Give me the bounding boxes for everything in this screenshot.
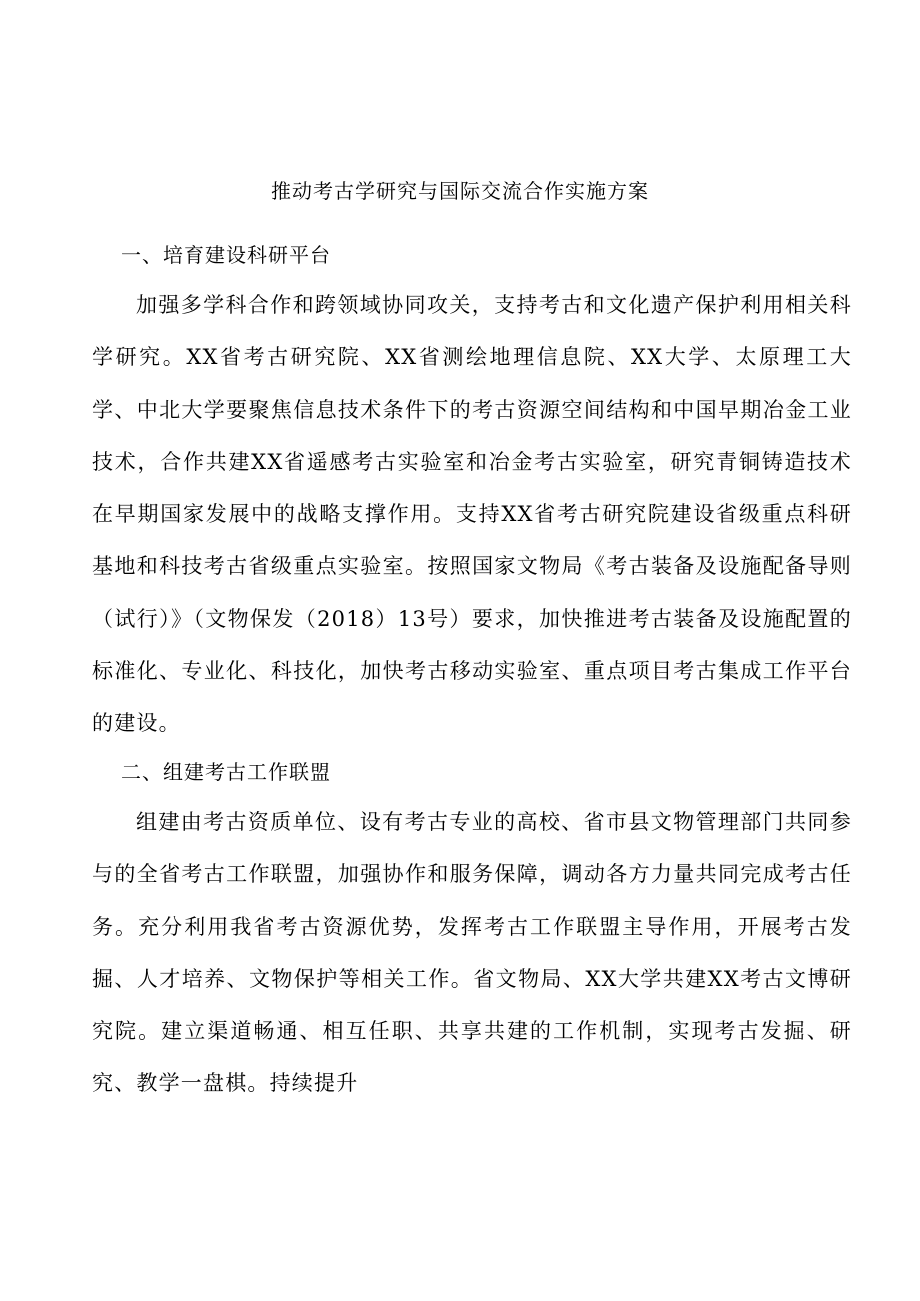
document-title: 推动考古学研究与国际交流合作实施方案 [271, 179, 649, 203]
section-heading-2: 二、组建考古工作联盟 [121, 760, 331, 784]
section-heading-1: 一、培育建设科研平台 [121, 243, 331, 267]
section-paragraph-1: 加强多学科合作和跨领域协同攻关，支持考古和文化遗产保护利用相关科学研究。XX省考古研究院、XX省测绘地理信息院、XX大学、太原理工大学、中北大学要聚焦信息技术条件下的考古资源空间结构和中国早期冶金工业技术，合作共建XX省遥感考古实验室和冶金考古实验室，研究青铜铸造技术在早期国家发展中的战略支撑作用。支持XX省考古研究院建设省级重点科研基地和科技考古省级重点实验室。按照国家文物局《考古装备及设施配备导则（试行）》（文物保发（2018）13号）要求，加快推进考古装备及设施配置的标准化、专业化、科技化，加快考古移动实验室、重点项目考古集成工作平台的建设。 [92, 293, 852, 736]
section-paragraph-2: 组建由考古资质单位、设有考古专业的高校、省市县文物管理部门共同参与的全省考古工作联盟，加强协作和服务保障，调动各方力量共同完成考古任务。充分利用我省考古资源优势，发挥考古工作联盟主导作用，开展考古发掘、人才培养、文物保护等相关工作。省文物局、XX大学共建XX考古文博研究院。建立渠道畅通、相互任职、共享共建的工作机制，实现考古发掘、研究、教学一盘棋。持续提升 [92, 810, 852, 1096]
